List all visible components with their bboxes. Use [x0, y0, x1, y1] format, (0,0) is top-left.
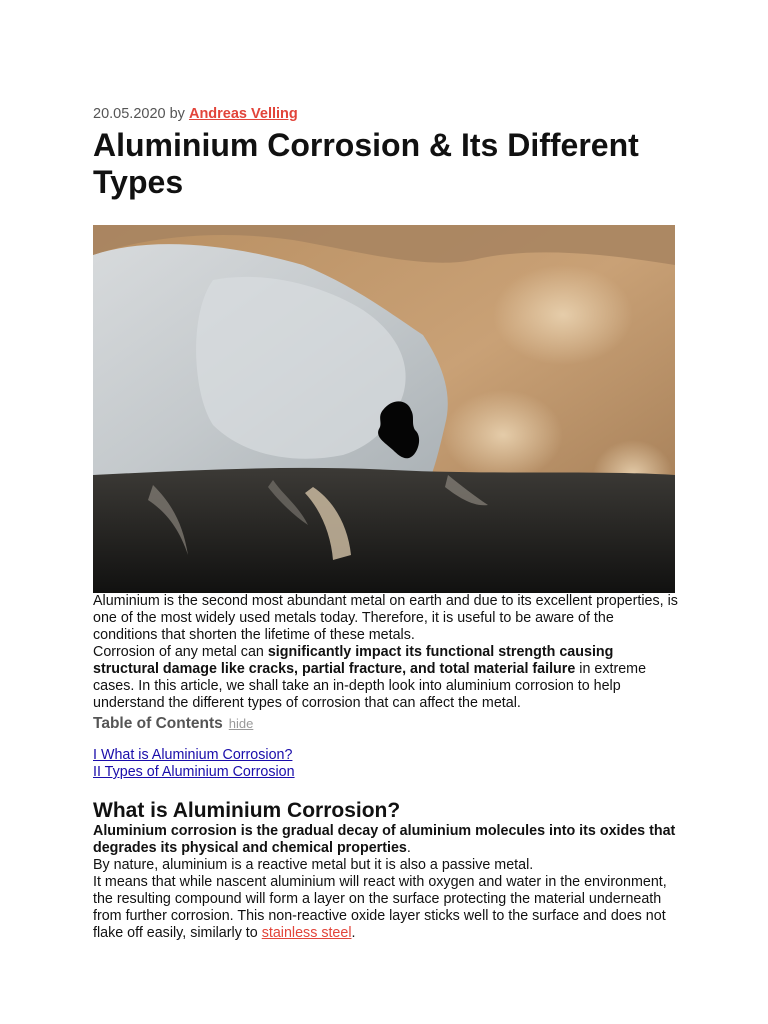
hero-image-corroded-aluminium	[93, 225, 675, 593]
intro-p2-end: in extreme cases. In this article, we shall take an in-depth look into aluminium corrosion to help understand the different types of corrosion that can affect the metal.	[93, 661, 647, 711]
intro-p2-bold: significantly impact its functional strength causing structural damage like cracks, partial fracture, and total material failure	[93, 644, 614, 677]
section-heading: What is Aluminium Corrosion?	[93, 799, 401, 822]
post-meta	[93, 105, 678, 123]
section-p2-end: .	[351, 925, 356, 941]
post-date: 20.05.2020	[93, 106, 166, 122]
intro-paragraph-2	[93, 644, 678, 712]
section-definition	[93, 823, 678, 857]
section-paragraph-2	[93, 874, 678, 942]
page-title: Aluminium Corrosion & Its Different Types	[93, 127, 639, 200]
toc-item-types[interactable]: II Types of Aluminium Corrosion	[93, 764, 295, 780]
toc-item-what-is[interactable]: I What is Aluminium Corrosion?	[93, 747, 293, 763]
toc-header	[93, 714, 678, 734]
intro-paragraph-1: Aluminium is the second most abundant metal on earth and due to its excellent properties, is one of the most widely used metals today. Therefore, it is useful to be aware of the conditions that shorten the lifetime of these metals.	[93, 593, 678, 643]
article	[93, 105, 678, 942]
section-p2-text: It means that while nascent aluminium will react with oxygen and water in the environment, the resulting compound will form a layer on the surface protecting the material underneath from further corrosion. This non-reactive oxide layer sticks well to the surface and does not flake off easily, similarly to	[93, 874, 667, 941]
post-by: by	[169, 106, 185, 122]
definition-bold: Aluminium corrosion is the gradual decay of aluminium molecules into its oxides that degrades its physical and chemical properties	[93, 823, 676, 856]
author-link[interactable]: Andreas Velling	[188, 106, 298, 122]
stainless-steel-link[interactable]: stainless steel	[261, 925, 352, 941]
section-paragraph-1: By nature, aluminium is a reactive metal but it is also a passive metal.	[93, 857, 534, 873]
toc-hide-link[interactable]: hide	[228, 716, 254, 731]
intro-p2-start: Corrosion of any metal can	[93, 644, 268, 660]
toc-title: Table of Contents	[93, 715, 223, 732]
toc-list	[93, 747, 678, 781]
definition-end: .	[406, 840, 411, 856]
